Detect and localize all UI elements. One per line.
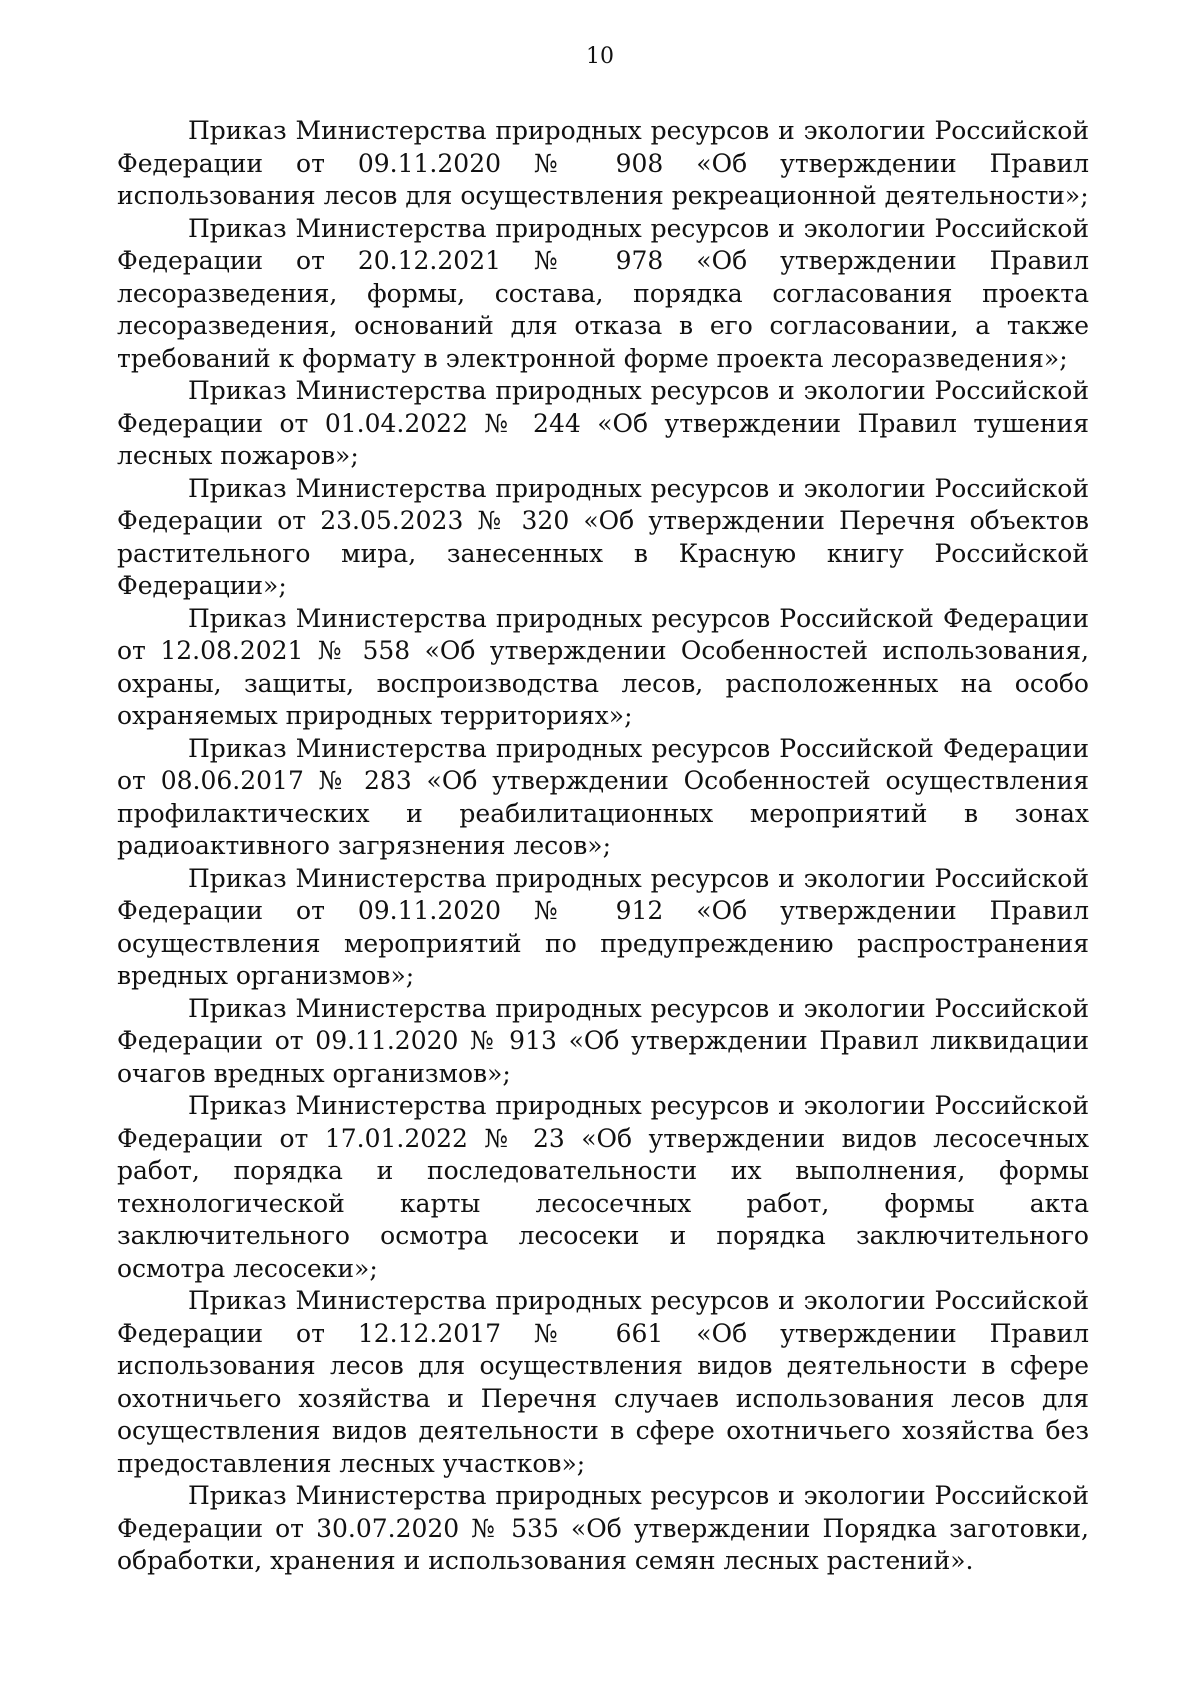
paragraph-order-978: Приказ Министерства природных ресурсов и экологии Российской Федерации от 20.12.2021 № 978 «Об утверждении Правил лесоразведения, формы, состава, порядка согласования проекта лесоразведения, оснований для отказа в его согласовании, а также требований к формату в электронной форме проекта лесоразведения»; xyxy=(117,213,1089,373)
paragraph-order-908: Приказ Министерства природных ресурсов и экологии Российской Федерации от 09.11.2020 № 908 «Об утверждении Правил использования лесов для осуществления рекреационной деятельности»; xyxy=(117,116,1089,210)
paragraph-order-320: Приказ Министерства природных ресурсов и экологии Российской Федерации от 23.05.2023 № 320 «Об утверждении Перечня объектов растительного мира, занесенных в Красную книгу Российской Федерации»; xyxy=(117,473,1089,600)
paragraph-order-558: Приказ Министерства природных ресурсов Российской Федерации от 12.08.2021 № 558 «Об утверждении Особенностей использования, охраны, защиты, воспроизводства лесов, расположенных на особо охраняемых природных территориях»; xyxy=(117,603,1089,730)
page-number: 10 xyxy=(586,44,614,69)
paragraph-order-283: Приказ Министерства природных ресурсов Российской Федерации от 08.06.2017 № 283 «Об утверждении Особенностей осуществления профилактических и реабилитационных мероприятий в зонах радиоактивного загрязнения лесов»; xyxy=(117,733,1089,860)
paragraph-order-661: Приказ Министерства природных ресурсов и экологии Российской Федерации от 12.12.2017 № 661 «Об утверждении Правил использования лесов для осуществления видов деятельности в сфере охотничьего хозяйства и Перечня случаев использования лесов для осуществления видов деятельности в сфере охотничьего хозяйства без предоставления лесных участков»; xyxy=(117,1286,1089,1478)
paragraph-order-912: Приказ Министерства природных ресурсов и экологии Российской Федерации от 09.11.2020 № 912 «Об утверждении Правил осуществления мероприятий по предупреждению распространения вредных организмов»; xyxy=(117,863,1089,990)
paragraph-order-913: Приказ Министерства природных ресурсов и экологии Российской Федерации от 09.11.2020 № 913 «Об утверждении Правил ликвидации очагов вредных организмов»; xyxy=(117,993,1089,1088)
paragraph-order-535: Приказ Министерства природных ресурсов и экологии Российской Федерации от 30.07.2020 № 535 «Об утверждении Порядка заготовки, обработки, хранения и использования семян лесных растений». xyxy=(117,1481,1089,1575)
paragraph-order-23: Приказ Министерства природных ресурсов и экологии Российской Федерации от 17.01.2022 № 23 «Об утверждении видов лесосечных работ, порядка и последовательности их выполнения, формы технологической карты лесосечных работ, формы акта заключительного осмотра лесосеки и порядка заключительного осмотра лесосеки»; xyxy=(117,1091,1089,1283)
document-body xyxy=(117,115,1089,1578)
paragraph-order-244: Приказ Министерства природных ресурсов и экологии Российской Федерации от 01.04.2022 № 244 «Об утверждении Правил тушения лесных пожаров»; xyxy=(117,376,1089,470)
